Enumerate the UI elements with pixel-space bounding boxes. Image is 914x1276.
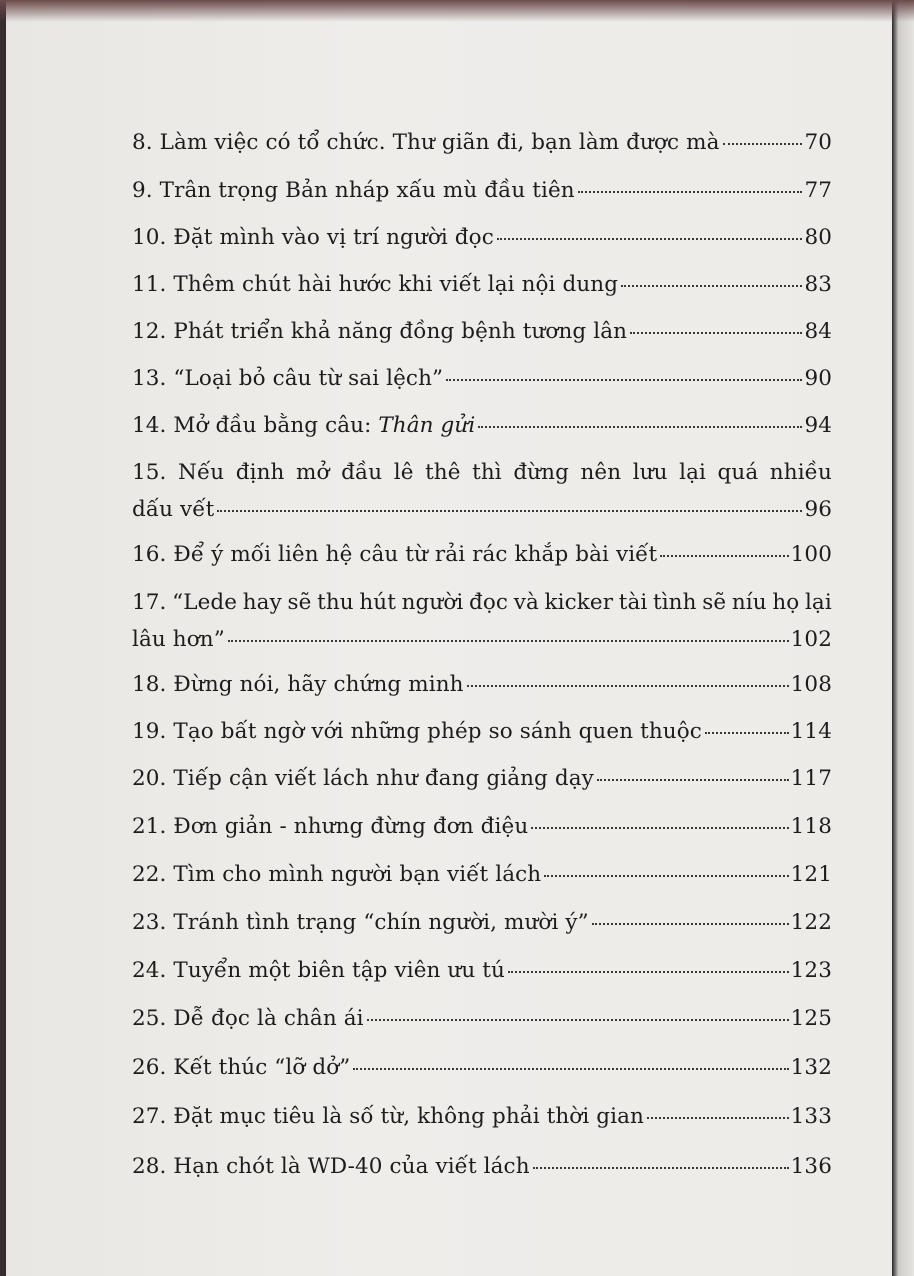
- toc-entry-title: 10. Đặt mình vào vị trí người đọc: [132, 225, 494, 250]
- toc-entry-title: 25. Dễ đọc là chân ái: [132, 1006, 364, 1031]
- word: hút: [359, 590, 396, 615]
- toc-entry-page: 133: [790, 1104, 832, 1129]
- toc-entry-8[interactable]: [132, 130, 832, 155]
- dot-leader: [621, 285, 802, 287]
- toc-entry-page: 125: [790, 1006, 832, 1031]
- toc-entry-page: 118: [790, 814, 832, 839]
- dot-leader: [478, 426, 802, 428]
- word: 17.: [132, 590, 167, 615]
- toc-entry-28[interactable]: [132, 1154, 832, 1179]
- word: tình: [652, 590, 697, 615]
- dot-leader: [497, 238, 803, 240]
- word: và: [513, 590, 539, 615]
- toc-entry-page: 114: [790, 719, 832, 744]
- toc-entry-page: 90: [804, 366, 832, 391]
- word: lê: [393, 460, 414, 485]
- toc-entry-22[interactable]: [132, 862, 832, 887]
- dot-leader: [660, 555, 788, 557]
- dot-leader: [217, 510, 802, 512]
- toc-entry-26[interactable]: [132, 1055, 832, 1080]
- toc-entry-page: 117: [790, 766, 832, 791]
- toc-entry-page: 94: [804, 413, 832, 438]
- toc-entry-title-line1: [132, 590, 832, 615]
- word: đầu: [341, 460, 383, 485]
- dot-leader: [533, 1167, 789, 1169]
- word: quá: [717, 460, 759, 485]
- toc-entry-title: 18. Đừng nói, hãy chứng minh: [132, 672, 464, 697]
- toc-entry-title: 23. Tránh tình trạng “chín người, mười ý”: [132, 910, 589, 935]
- word: lại: [679, 460, 706, 485]
- toc-entry-page: 136: [790, 1154, 832, 1179]
- word: 15.: [132, 460, 167, 485]
- word: thu: [317, 590, 354, 615]
- dot-leader: [446, 379, 802, 381]
- toc-entry-title: 21. Đơn giản - nhưng đừng đơn điệu: [132, 814, 529, 839]
- word: nên: [580, 460, 622, 485]
- word: tài: [618, 590, 648, 615]
- toc-entry-title: 16. Để ý mối liên hệ câu từ rải rác khắp bài viết: [132, 542, 658, 567]
- word: lại: [804, 590, 832, 615]
- word: sẽ: [702, 590, 727, 615]
- toc-entry-13[interactable]: [132, 366, 832, 391]
- toc-entry-title-prefix: 14. Mở đầu bằng câu:: [132, 413, 379, 438]
- toc-entry-10[interactable]: [132, 225, 832, 250]
- toc-entry-12[interactable]: [132, 319, 832, 344]
- word: mở: [296, 460, 330, 485]
- toc-entry-page: 80: [804, 225, 832, 250]
- toc-entry-18[interactable]: [132, 672, 832, 697]
- toc-entry-title-cont: dấu vết: [132, 497, 215, 522]
- toc-entry-title-italic: Thân gửi: [378, 413, 476, 438]
- toc-entry-page: 77: [804, 178, 832, 203]
- word: kicker: [544, 590, 614, 615]
- toc-entry-title-line2: [132, 627, 832, 652]
- toc-entry-page: 121: [790, 862, 832, 887]
- word: sẽ: [287, 590, 312, 615]
- word: “Lede: [172, 590, 238, 615]
- toc-entry-9[interactable]: [132, 178, 832, 203]
- book-edge: [892, 0, 914, 1276]
- toc-entry-title: 20. Tiếp cận viết lách như đang giảng dạy: [132, 766, 594, 791]
- toc-entry-page: 122: [790, 910, 832, 935]
- dot-leader: [705, 732, 789, 734]
- toc-entry-title: 9. Trân trọng Bản nháp xấu mù đầu tiên: [132, 178, 575, 203]
- dot-leader: [544, 875, 788, 877]
- word: nhiều: [769, 460, 832, 485]
- word: người: [401, 590, 464, 615]
- toc-entry-page: 108: [790, 672, 832, 697]
- toc-entry-title: 13. “Loại bỏ câu từ sai lệch”: [132, 366, 444, 391]
- toc-entry-title: 26. Kết thúc “lỡ dở”: [132, 1055, 351, 1080]
- word: định: [235, 460, 285, 485]
- dot-leader: [630, 332, 802, 334]
- toc-entry-15[interactable]: [132, 460, 832, 522]
- toc-entry-23[interactable]: [132, 910, 832, 935]
- toc-entry-17[interactable]: [132, 590, 832, 652]
- toc-entry-page: 100: [790, 542, 832, 567]
- word: họ: [772, 590, 800, 615]
- word: đừng: [513, 460, 569, 485]
- toc-entry-page: 70: [804, 130, 832, 155]
- toc-entry-page: 132: [790, 1055, 832, 1080]
- word: thê: [425, 460, 461, 485]
- toc-entry-title: 24. Tuyển một biên tập viên ưu tú: [132, 958, 505, 983]
- toc-entry-21[interactable]: [132, 814, 832, 839]
- toc-entry-title: 11. Thêm chút hài hước khi viết lại nội dung: [132, 272, 619, 297]
- toc-entry-title: 22. Tìm cho mình người bạn viết lách: [132, 862, 542, 887]
- toc-entry-title-line1: [132, 460, 832, 485]
- word: níu: [731, 590, 767, 615]
- dot-leader: [592, 923, 789, 925]
- toc-entry-25[interactable]: [132, 1006, 832, 1031]
- dot-leader: [228, 640, 789, 642]
- toc-entry-page: 102: [790, 627, 832, 652]
- toc-entry-20[interactable]: [132, 766, 832, 791]
- toc-entry-16[interactable]: [132, 542, 832, 567]
- toc-entry-page: 83: [804, 272, 832, 297]
- dot-leader: [647, 1117, 789, 1119]
- toc-entry-title: 28. Hạn chót là WD-40 của viết lách: [132, 1154, 530, 1179]
- toc-entry-title: 8. Làm việc có tổ chức. Thư giãn đi, bạn làm được mà: [132, 130, 720, 155]
- toc-entry-27[interactable]: [132, 1104, 832, 1129]
- toc-entry-title-cont: lâu hơn”: [132, 627, 225, 652]
- toc-entry-title: 27. Đặt mục tiêu là số từ, không phải thời gian: [132, 1104, 644, 1129]
- dot-leader: [367, 1019, 789, 1021]
- dot-leader: [531, 827, 788, 829]
- dot-leader: [597, 779, 789, 781]
- toc-entry-11[interactable]: [132, 272, 832, 297]
- toc-entry-page: 84: [804, 319, 832, 344]
- word: thì: [472, 460, 502, 485]
- toc-entry-title: [132, 413, 475, 438]
- toc-entry-19[interactable]: [132, 719, 832, 744]
- toc-entry-page: 96: [804, 497, 832, 522]
- dot-leader: [508, 971, 789, 973]
- word: lưu: [632, 460, 668, 485]
- dot-leader: [467, 685, 789, 687]
- toc-entry-title: 12. Phát triển khả năng đồng bệnh tương lân: [132, 319, 628, 344]
- toc-entry-title: 19. Tạo bất ngờ với những phép so sánh quen thuộc: [132, 719, 702, 744]
- dot-leader: [723, 143, 803, 145]
- toc-entry-24[interactable]: [132, 958, 832, 983]
- word: hay: [242, 590, 282, 615]
- toc-entry-14[interactable]: [132, 413, 832, 438]
- word: đọc: [469, 590, 509, 615]
- toc-entry-title-line2: [132, 497, 832, 522]
- toc-entry-page: 123: [790, 958, 832, 983]
- word: Nếu: [178, 460, 225, 485]
- dot-leader: [578, 191, 803, 193]
- dot-leader: [353, 1068, 788, 1070]
